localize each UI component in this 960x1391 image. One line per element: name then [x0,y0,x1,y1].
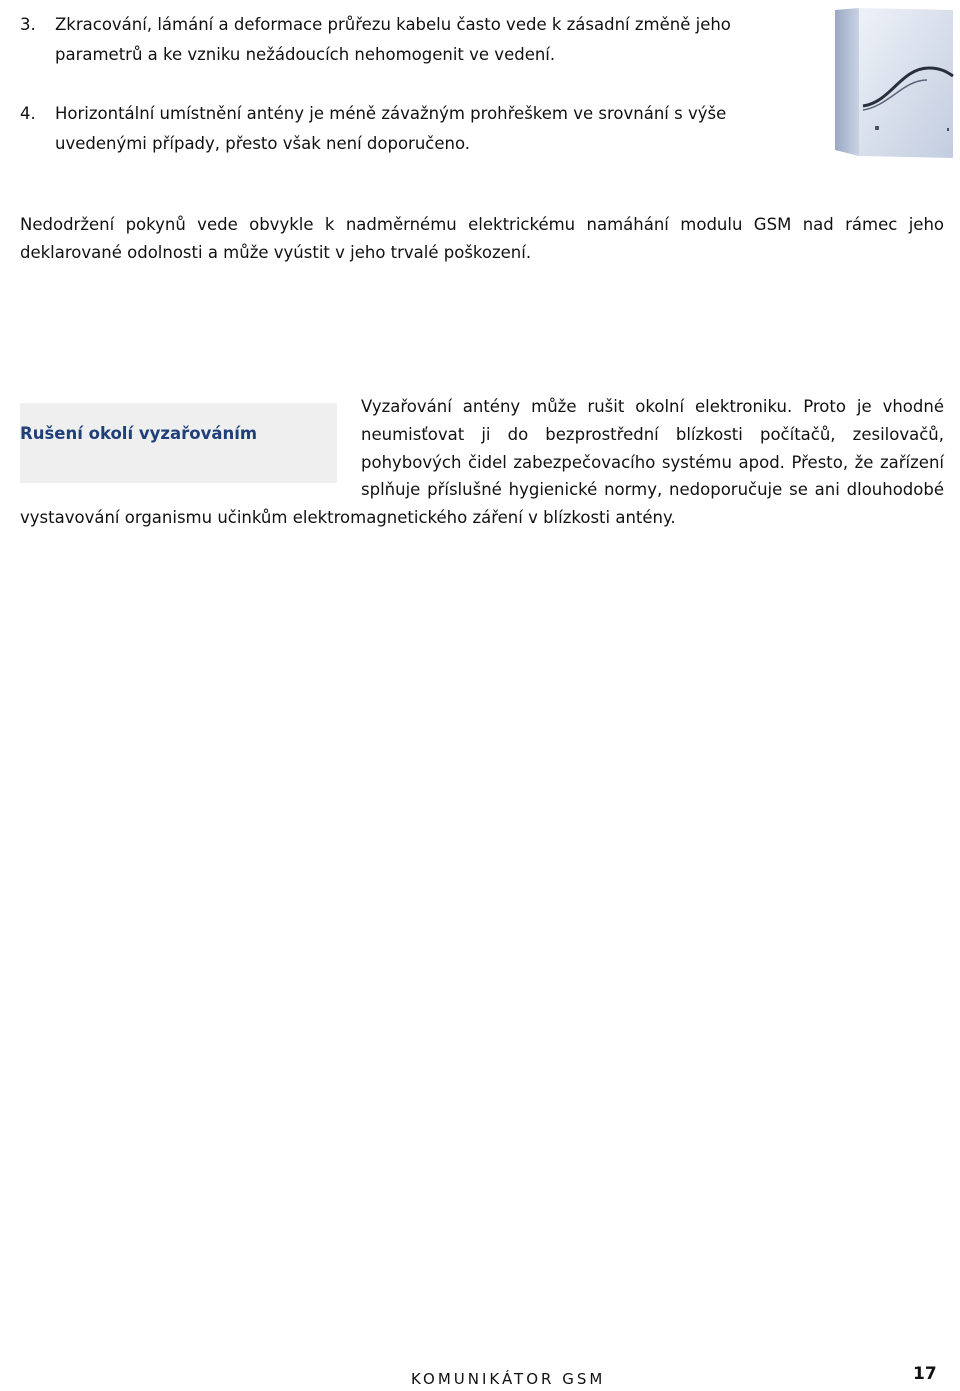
warning-paragraph: Nedodržení pokynů vede obvykle k nadměrnému elektrickému namáhání modulu GSM nad rámec jeho deklarované odolnosti a může vyústit v jeho trvalé poškození. [20,215,944,262]
footer-title: KOMUNIKÁTOR GSM [411,1370,606,1388]
device-cabinet-icon [831,6,955,160]
list-item-number: 3. [20,15,36,34]
device-cabinet-illustration [831,6,955,160]
instruction-list [20,10,810,159]
list-item-number: 4. [20,104,36,123]
section-title: Rušení okolí vyzařováním [20,424,258,443]
list-item-text: Zkracování, lámání a deformace průřezu kabelu často vede k zásadní změně jeho parametrů a ke vzniku nežádoucích nehomogenit ve vedení. [55,15,731,64]
section-heading-box [20,403,337,483]
list-item [20,10,810,70]
page-number: 17 [913,1364,937,1384]
section-text: Vyzařování antény může rušit okolní elektroniku. Proto je vhodné neumisťovat ji do bezprostřední blízkosti počítačů, zesilovačů, pohybových čidel zabezpečovacího systému apod. Přesto, že zařízení splňuje příslušné hygienické normy, nedoporučuje se ani dlouhodobé vystavování organismu učinkům elektromagnetického záření v blízkosti antény. [20,397,944,528]
list-item-text: Horizontální umístnění antény je méně závažným prohřeškem ve srovnání s výše uvedenými případy, přesto však není doporučeno. [55,104,727,153]
interference-section [20,393,944,532]
list-item [20,99,810,159]
